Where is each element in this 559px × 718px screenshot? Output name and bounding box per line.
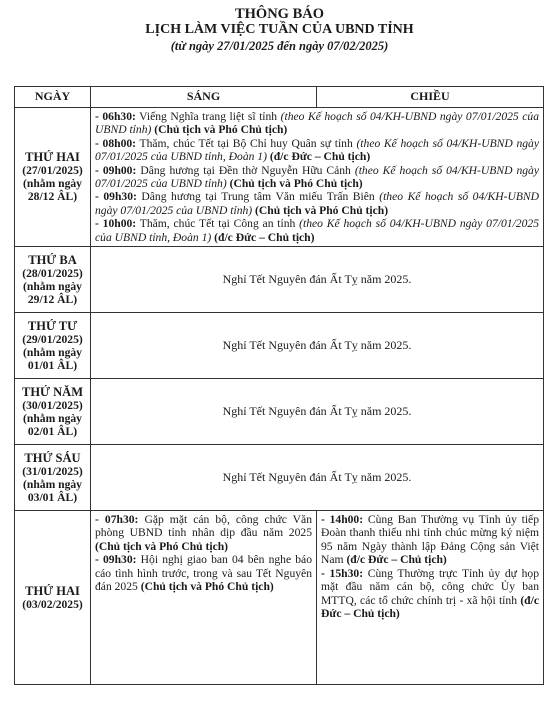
- schedule-entry: - 09h30: Hội nghị giao ban 04 bên nghe báo cáo tình hình trước, trong và sau Tết Nguyên đán 2025 (Chủ tịch và Phó Chủ tịch): [95, 553, 313, 594]
- day-lunar-date: 29/12 ÂL): [27, 292, 78, 306]
- holiday-cell: Nghỉ Tết Nguyên đán Ất Tỵ năm 2025.: [91, 445, 544, 511]
- day-lunar-date: 01/01 ÂL): [27, 358, 78, 372]
- document-title: THÔNG BÁO: [234, 6, 325, 22]
- table-row: [15, 313, 544, 379]
- day-lunar: (nhằm ngày: [23, 345, 82, 359]
- morning-cell: [91, 511, 317, 685]
- day-name: THỨ SÁU: [24, 450, 81, 465]
- column-header-afternoon: CHIỀU: [317, 87, 544, 108]
- day-name: THỨ TƯ: [27, 318, 78, 333]
- holiday-cell: Nghỉ Tết Nguyên đán Ất Tỵ năm 2025.: [91, 313, 544, 379]
- schedule-entry: - 14h00: Cùng Ban Thường vụ Tỉnh ủy tiếp Đoàn thanh thiếu nhi tỉnh chúc mừng kỷ niệm 95 năm Ngày thành lập Đảng Cộng sản Việt Nam (đ/c Đức – Chủ tịch): [321, 513, 539, 567]
- schedule-entry: - 07h30: Gặp mặt cán bộ, công chức Văn phòng UBND tỉnh nhân dịp đầu năm 2025 (Chủ tịch và Phó Chủ tịch): [95, 513, 312, 553]
- schedule-entry: - 10h00: Thăm, chúc Tết tại Công an tỉnh (theo Kế hoạch số 04/KH-UBND ngày 07/01/2025 của UBND tỉnh, Đoàn 1) (đ/c Đức – Chủ tịch): [95, 217, 539, 244]
- day-date: (30/01/2025): [22, 398, 83, 412]
- afternoon-cell: [317, 511, 544, 685]
- column-header-morning: SÁNG: [91, 87, 317, 108]
- day-lunar: (nhằm ngày: [23, 177, 82, 191]
- table-row: [15, 379, 544, 445]
- day-lunar-date: 28/12 ÂL): [27, 190, 78, 204]
- schedule-entry: - 08h00: Thăm, chúc Tết tại Bộ Chỉ huy Quân sự tỉnh (theo Kế hoạch số 04/KH-UBND ngày 07/01/2025 của UBND tỉnh, Đoàn 1) (đ/c Đức – Chủ tịch): [95, 136, 539, 164]
- day-cell: [15, 445, 91, 511]
- day-name: THỨ BA: [28, 252, 77, 267]
- table-row: [15, 445, 544, 511]
- day-lunar-date: 02/01 ÂL): [27, 424, 78, 438]
- schedule-entry: - 06h30: Viếng Nghĩa trang liệt sĩ tỉnh (theo Kế hoạch số 04/KH-UBND ngày 07/01/2025 của UBND tỉnh) (Chủ tịch và Phó Chủ tịch): [95, 110, 539, 137]
- day-lunar: (nhằm ngày: [23, 411, 82, 425]
- day-date: (27/01/2025): [22, 164, 83, 178]
- day-name: THỨ NĂM: [22, 384, 83, 399]
- day-date: (28/01/2025): [22, 266, 83, 280]
- day-cell: [15, 313, 91, 379]
- day-cell: [15, 108, 91, 247]
- table-row: [15, 511, 544, 685]
- table-header-row: [15, 87, 544, 108]
- date-range: (từ ngày 27/01/2025 đến ngày 07/02/2025): [170, 39, 389, 53]
- day-date: (31/01/2025): [22, 464, 83, 478]
- day-cell: [15, 247, 91, 313]
- schedule-entry: - 15h30: Cùng Thường trực Tỉnh ủy dự họp mặt đầu năm cán bộ, công chức Ủy ban MTTQ, các tổ chức chính trị - xã hội tỉnh (đ/c Đức – Chủ tịch): [321, 566, 539, 620]
- schedule-cell: [91, 108, 544, 247]
- day-name: THỨ HAI: [25, 583, 80, 598]
- schedule-entry: - 09h30: Dâng hương tại Trung tâm Văn miếu Trấn Biên (theo Kế hoạch số 04/KH-UBND ngày 07/01/2025 của UBND tỉnh) (Chủ tịch và Phó Chủ tịch): [95, 190, 540, 217]
- document-subtitle: LỊCH LÀM VIỆC TUẦN CỦA UBND TỈNH: [145, 22, 414, 37]
- column-header-day: NGÀY: [15, 87, 91, 108]
- holiday-cell: Nghỉ Tết Nguyên đán Ất Tỵ năm 2025.: [91, 379, 544, 445]
- schedule-entry: - 09h00: Dâng hương tại Đền thờ Nguyễn Hữu Cảnh (theo Kế hoạch số 04/KH-UBND ngày 07/01/2025 của UBND tỉnh) (Chủ tịch và Phó Chủ tịch): [95, 163, 539, 191]
- day-name: THỨ HAI: [25, 150, 80, 165]
- holiday-cell: Nghỉ Tết Nguyên đán Ất Tỵ năm 2025.: [91, 247, 544, 313]
- day-cell: [15, 379, 91, 445]
- day-date: (29/01/2025): [22, 332, 83, 346]
- day-lunar-date: 03/01 ÂL): [27, 490, 78, 504]
- day-cell: [15, 511, 91, 685]
- day-lunar: (nhằm ngày: [23, 279, 82, 293]
- table-row: [15, 108, 544, 247]
- day-lunar: (nhằm ngày: [23, 477, 82, 491]
- table-row: [15, 247, 544, 313]
- schedule-table: [14, 86, 544, 685]
- document-header: [0, 0, 559, 54]
- day-date: (03/02/2025): [22, 597, 83, 611]
